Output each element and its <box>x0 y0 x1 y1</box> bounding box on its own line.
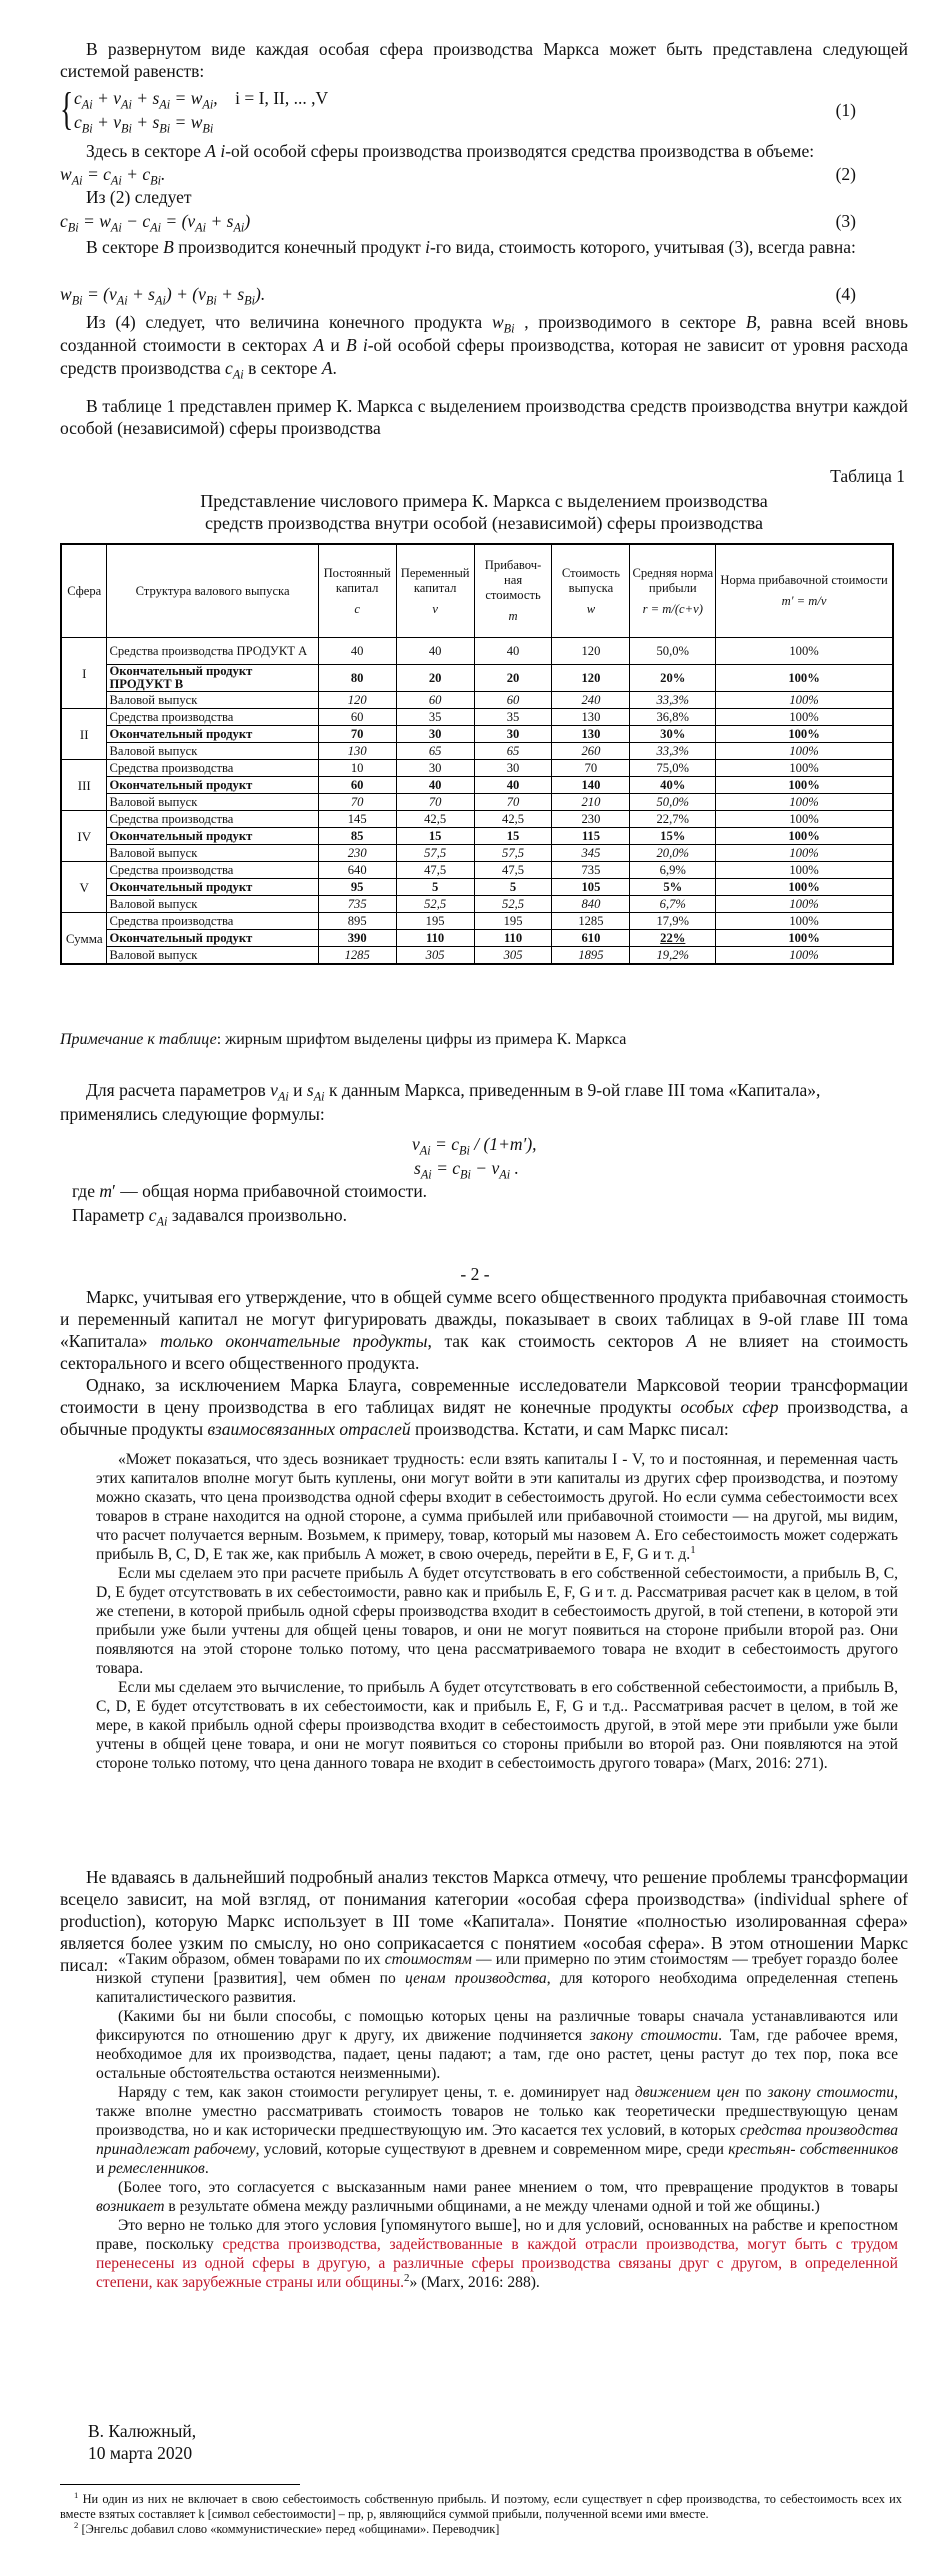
value-cell: 230 <box>552 811 630 828</box>
equation-2: $w_{Ai} = c_{Ai} + c_{Bi}$. (2) <box>60 164 856 188</box>
value-cell: 33,3% <box>630 743 716 760</box>
marx-example-table <box>60 543 894 965</box>
formula-vai: $v_{Ai} = c_{Bi} / (1+m')$, <box>412 1134 537 1158</box>
table-row <box>61 692 893 709</box>
value-cell: 100% <box>716 896 893 913</box>
value-cell: 20% <box>630 665 716 692</box>
header-variable-capital: Переменный капитал v <box>396 544 474 638</box>
value-cell: 610 <box>552 930 630 947</box>
value-cell: 120 <box>318 692 396 709</box>
value-cell: 115 <box>552 828 630 845</box>
quote1-paragraph-1: «Может показаться, что здесь возникает трудность: если взять капиталы I - V, то и постоянная, и переменная часть этих капиталов вполне могут быть куплены, они могут войти в эти капиталы из других сфер производства, и поэтому можно сказать, что цена производства одной сферы входит в себестоимость другой. Но если сумма себестоимости всех товаров в стране находится на одной стороне, а сумма прибылей или прибавочной стоимости — на другой, мы видим, что расчет получается верным. Возьмем, к примеру, товар, который мы назовем А. Его себестоимость может содержать прибыль B, C, D, E так же, как прибыль А может, в свою очередь, перейти в E, F, G и т. д.$^1$ <box>96 1451 898 1563</box>
quote1-paragraph-3: Если мы сделаем это вычисление, то прибыль А будет отсутствовать в его собственной себестоимости, а прибыль B, C, D, E будет отсутствовать в их себестоимости, как и прибыль E, F, G и т.д.. Рассматривая расчет в целом, в той же мере, в какой прибыль одной сферы производства входит в себестоимость другой, в этой мере эти прибыли уже были учтены в общей цене товара, и они не могут появиться со стороны прибыли во второй раз. Они появляются на этой стороне только потому, что цена данного товара не входит в себестоимость другого товара» (Marx, 2016: 271). <box>96 1679 898 1772</box>
value-cell: 70 <box>396 794 474 811</box>
row-label: Средства производства <box>107 862 318 879</box>
row-label: Окончательный продукт <box>107 879 318 896</box>
value-cell: 80 <box>318 665 396 692</box>
row-label: Валовой выпуск <box>107 947 318 965</box>
value-cell: 130 <box>552 709 630 726</box>
header-sphere: Сфера <box>61 544 107 638</box>
value-cell: 735 <box>318 896 396 913</box>
intro-paragraph-6: В таблице 1 представлен пример К. Маркса с выделением производства средств производства внутри каждой особой (независимой) сферы производства <box>60 396 908 438</box>
value-cell: 60 <box>474 692 552 709</box>
row-label: Окончательный продукт <box>107 777 318 794</box>
value-cell: 22% <box>630 930 716 947</box>
marx-quote-2 <box>96 1950 898 2292</box>
value-cell: 390 <box>318 930 396 947</box>
value-cell: 50,0% <box>630 638 716 665</box>
quote2-paragraph-5: Это верно не только для этого условия [упомянутого выше], но и для условий, основанных на рабстве и крепостном праве, поскольку средства производства, задействованные в каждой отрасли производства, могут быть с трудом перенесены из одной сферы в другую, а различные сферы производства связаны друг с другом, в определенной степени, как зарубежные страны или общины.$^2$» (Marx, 2016: 288). <box>96 2217 898 2291</box>
quote1-paragraph-2: Если мы сделаем это при расчете прибыль А будет отсутствовать в его собственной себестоимости, а прибыль B, C, D, E будет отсутствовать в их себестоимости, равно как и прибыль E, F, G и т. д. Рассматривая расчет как в целом, в той же степени, в которой прибыль одной сферы производства входит в себестоимость другой, в той степени, в которой эти прибыли уже были учтены для общей цены товаров, и они не могут появиться на стороне прибыли второй раз. Они появляются на этой стороне только потому, что цена рассматриваемого товара не входит в себестоимость другого товара. <box>96 1565 898 1677</box>
value-cell: 20,0% <box>630 845 716 862</box>
row-label: Окончательный продукт <box>107 828 318 845</box>
value-cell: 100% <box>716 777 893 794</box>
value-cell: 15 <box>396 828 474 845</box>
value-cell: 105 <box>552 879 630 896</box>
value-cell: 210 <box>552 794 630 811</box>
header-structure: Структура валового выпуска <box>107 544 318 638</box>
value-cell: 260 <box>552 743 630 760</box>
page-number: - 2 - <box>460 1264 490 1284</box>
value-cell: 100% <box>716 879 893 896</box>
value-cell: 42,5 <box>396 811 474 828</box>
value-cell: 110 <box>396 930 474 947</box>
value-cell: 6,9% <box>630 862 716 879</box>
value-cell: 10 <box>318 760 396 777</box>
row-label: Валовой выпуск <box>107 692 318 709</box>
intro-paragraph-5: Из (4) следует, что величина конечного продукта $w_{Bi}$ , производимого в секторе B, равна всей вновь созданной стоимости в секторах A и B i-ой особой сферы производства, которая не зависит от уровня расхода средств производства $c_{Ai}$ в секторе A. <box>60 312 908 382</box>
signature-name: В. Калюжный, <box>88 2421 197 2441</box>
table-row <box>61 913 893 930</box>
value-cell: 140 <box>552 777 630 794</box>
value-cell: 840 <box>552 896 630 913</box>
value-cell: 240 <box>552 692 630 709</box>
params-paragraph-1: Для расчета параметров $v_{Ai}$ и $s_{Ai}$ к данным Маркса, приведенным в 9-ой главе III тома «Капитала», применялись следующие формулы: <box>60 1080 821 1124</box>
value-cell: 5% <box>630 879 716 896</box>
value-cell: 30 <box>474 760 552 777</box>
intro-paragraph-2: Здесь в секторе A i-ой особой сферы производства производятся средства производства в объеме: <box>86 141 815 161</box>
table-caption-line-1: Представление числового примера К. Маркса с выделением производства <box>200 491 768 511</box>
quote2-paragraph-2: (Какими бы ни были способы, с помощью которых цены на различные товары сначала устанавливаются или фиксируются по отношению друг к другу, их движение подчиняется закону стоимости. Там, где рабочее время, необходимое для их производства, падает, цены падают; а там, где оно растет, цены растут до тех пор, пока все остальные обстоятельства остаются неизменными). <box>96 2008 898 2082</box>
value-cell: 20 <box>396 665 474 692</box>
value-cell: 42,5 <box>474 811 552 828</box>
value-cell: 75,0% <box>630 760 716 777</box>
value-cell: 100% <box>716 665 893 692</box>
header-surplus-value: Прибавоч-ная стоимость m <box>474 544 552 638</box>
value-cell: 95 <box>318 879 396 896</box>
value-cell: 40 <box>474 777 552 794</box>
intro-paragraph-4: В секторе B производится конечный продукт i-го вида, стоимость которого, учитывая (3), всегда равна: <box>86 237 856 257</box>
value-cell: 22,7% <box>630 811 716 828</box>
value-cell: 40% <box>630 777 716 794</box>
table-row <box>61 709 893 726</box>
header-profit-rate: Средняя норма прибыли r = m/(c+v) <box>630 544 716 638</box>
value-cell: 35 <box>474 709 552 726</box>
value-cell: 65 <box>396 743 474 760</box>
sphere-cell: II <box>61 709 107 760</box>
table-number-label: Таблица 1 <box>830 466 905 486</box>
value-cell: 345 <box>552 845 630 862</box>
row-label: Средства производства <box>107 709 318 726</box>
brace-glyph: { <box>60 83 74 134</box>
body-paragraph-2: Однако, за исключением Марка Блауга, современные исследователи Марксовой теории трансформации стоимости в цену производства в его таблицах видят не конечные продукты особых сфер производства, а обычные продукты взаимосвязанных отраслей производства. Кстати, и сам Маркс писал: <box>60 1375 908 1439</box>
value-cell: 52,5 <box>474 896 552 913</box>
value-cell: 735 <box>552 862 630 879</box>
table-row <box>61 896 893 913</box>
params-paragraph-2: где m′ — общая норма прибавочной стоимости. <box>72 1181 428 1201</box>
value-cell: 100% <box>716 845 893 862</box>
value-cell: 30 <box>474 726 552 743</box>
header-constant-capital: Постоянный капитал c <box>318 544 396 638</box>
params-paragraph-3: Параметр $c_{Ai}$ задавался произвольно. <box>72 1205 348 1229</box>
row-label: Окончательный продукт ПРОДУКТ В <box>107 665 318 692</box>
table-row <box>61 811 893 828</box>
value-cell: 60 <box>318 777 396 794</box>
quote2-highlight: средства производства, задействованные в каждой отрасли производства, могут быть с трудом перенесены из одной сферы в другую, а различные сферы производства связаны друг с другом, в определенной степени, как зарубежные страны или общины. <box>96 2236 898 2291</box>
value-cell: 40 <box>318 638 396 665</box>
value-cell: 130 <box>318 743 396 760</box>
value-cell: 40 <box>396 777 474 794</box>
row-label: Окончательный продукт <box>107 930 318 947</box>
value-cell: 100% <box>716 913 893 930</box>
row-label: Окончательный продукт <box>107 726 318 743</box>
value-cell: 100% <box>716 930 893 947</box>
value-cell: 30% <box>630 726 716 743</box>
table-row <box>61 862 893 879</box>
table-header-row <box>61 544 893 638</box>
table-row <box>61 879 893 896</box>
value-cell: 1285 <box>552 913 630 930</box>
value-cell: 195 <box>474 913 552 930</box>
value-cell: 120 <box>552 638 630 665</box>
value-cell: 895 <box>318 913 396 930</box>
value-cell: 640 <box>318 862 396 879</box>
value-cell: 52,5 <box>396 896 474 913</box>
table-row <box>61 760 893 777</box>
value-cell: 47,5 <box>474 862 552 879</box>
value-cell: 110 <box>474 930 552 947</box>
value-cell: 1895 <box>552 947 630 965</box>
value-cell: 40 <box>396 638 474 665</box>
value-cell: 145 <box>318 811 396 828</box>
row-label: Средства производства <box>107 760 318 777</box>
value-cell: 30 <box>396 760 474 777</box>
value-cell: 70 <box>318 794 396 811</box>
value-cell: 15% <box>630 828 716 845</box>
value-cell: 19,2% <box>630 947 716 965</box>
signature <box>88 2420 196 2464</box>
sphere-cell: IV <box>61 811 107 862</box>
row-label: Средства производства <box>107 811 318 828</box>
value-cell: 100% <box>716 638 893 665</box>
table-row <box>61 638 893 665</box>
row-label: Валовой выпуск <box>107 743 318 760</box>
value-cell: 36,8% <box>630 709 716 726</box>
header-surplus-rate: Норма прибавочной стоимости m' = m/v <box>716 544 893 638</box>
value-cell: 20 <box>474 665 552 692</box>
value-cell: 30 <box>396 726 474 743</box>
value-cell: 47,5 <box>396 862 474 879</box>
system-row-1: $c_{Ai} + v_{Ai} + s_{Ai} = w_{Ai}$, i = I, II, ... ,V <box>74 88 329 112</box>
sphere-cell: III <box>61 760 107 811</box>
footnotes <box>60 2489 902 2537</box>
value-cell: 130 <box>552 726 630 743</box>
value-cell: 60 <box>318 709 396 726</box>
footnote-2: $^2$ [Энгельс добавил слово «коммунистические» перед «общинами». Переводчик] <box>74 2519 500 2536</box>
value-cell: 100% <box>716 811 893 828</box>
footnote-1: $^1$ Ни один из них не включает в свою себестоимость собственную прибыль. И поэтому, если существует n сфер производства, то себестоимость всех их вместе взятых составляет k [символ себестоимости] – пр, p, являющийся суммой прибыли, полученной всеми ими вместе. <box>60 2489 902 2521</box>
signature-date: 10 марта 2020 <box>88 2443 193 2463</box>
sphere-cell: Сумма <box>61 913 107 965</box>
body-paragraph-3: Не вдаваясь в дальнейший подробный анализ текстов Маркса отмечу, что решение проблемы трансформации всецело зависит, на мой взгляд, от понимания категории «особая сфера производства» (individual sphere of production), которую Маркс использует в III томе «Капитала». Понятие «полностью изолированная сфера» является более узким по смыслу, но оно соприкасается с понятием «особая сфера». В этом отношении Маркс писал: <box>60 1867 908 1975</box>
table-row <box>61 743 893 760</box>
table-caption-line-2: средств производства внутри особой (независимой) сферы производства <box>205 513 763 533</box>
value-cell: 40 <box>474 638 552 665</box>
equation-system-1 <box>60 83 908 136</box>
value-cell: 100% <box>716 794 893 811</box>
equation-number-4: (4) <box>835 284 856 304</box>
table-row <box>61 845 893 862</box>
value-cell: 60 <box>396 692 474 709</box>
sphere-cell: V <box>61 862 107 913</box>
value-cell: 5 <box>396 879 474 896</box>
value-cell: 120 <box>552 665 630 692</box>
value-cell: 6,7% <box>630 896 716 913</box>
value-cell: 33,3% <box>630 692 716 709</box>
intro-paragraph-3: Из (2) следует <box>86 187 192 207</box>
table-note <box>60 1030 626 1050</box>
intro-paragraph-1: В развернутом виде каждая особая сфера производства Маркса может быть представлена следующей системой равенств: <box>60 39 908 81</box>
value-cell: 100% <box>716 743 893 760</box>
table-row <box>61 828 893 845</box>
value-cell: 35 <box>396 709 474 726</box>
equation-4: $w_{Bi} = (v_{Ai} + s_{Ai}) + (v_{Bi} + s_{Bi})$. (4) <box>60 284 856 308</box>
value-cell: 100% <box>716 709 893 726</box>
value-cell: 5 <box>474 879 552 896</box>
header-output-value: Стоимость выпуска w <box>552 544 630 638</box>
row-label: Валовой выпуск <box>107 794 318 811</box>
formula-sai: $s_{Ai} = c_{Bi} - v_{Ai}$ . <box>414 1158 519 1182</box>
table-body <box>61 638 893 965</box>
value-cell: 15 <box>474 828 552 845</box>
value-cell: 100% <box>716 862 893 879</box>
equation-number-1: (1) <box>835 100 856 120</box>
value-cell: 1285 <box>318 947 396 965</box>
value-cell: 100% <box>716 947 893 965</box>
value-cell: 305 <box>396 947 474 965</box>
system-row-2: $c_{Bi} + v_{Bi} + s_{Bi} = w_{Bi}$ <box>74 112 214 136</box>
value-cell: 17,9% <box>630 913 716 930</box>
value-cell: 305 <box>474 947 552 965</box>
table-row <box>61 777 893 794</box>
row-label: Средства производства ПРОДУКТ А <box>107 638 318 665</box>
table-row <box>61 726 893 743</box>
sphere-cell: I <box>61 638 107 709</box>
equation-number-3: (3) <box>835 211 856 231</box>
value-cell: 100% <box>716 726 893 743</box>
equation-number-2: (2) <box>835 164 856 184</box>
quote2-paragraph-3: Наряду с тем, как закон стоимости регулирует цены, т. е. доминирует над движением цен по закону стоимости, также вполне уместно рассматривать стоимость товаров не только как теоретически предшествующую ценам производства, но и как исторически предшествующую им. Это касается тех условий, в которых средства производства принадлежат рабочему, условий, которые существуют в древнем и современном мире, среди крестьян- собственников и ремесленников. <box>96 2084 898 2177</box>
body-paragraph-1: Маркс, учитывая его утверждение, что в общей сумме всего общественного продукта прибавочная стоимость и переменный капитал не могут фигурировать дважды, показывает в своих таблицах в 9-ой главе III тома «Капитала» только окончательные продукты, так как стоимость секторов A не влияет на стоимость секторального и всего общественного продукта. <box>60 1287 908 1373</box>
value-cell: 50,0% <box>630 794 716 811</box>
value-cell: 195 <box>396 913 474 930</box>
value-cell: 65 <box>474 743 552 760</box>
quote2-paragraph-1: «Таким образом, обмен товарами по их стоимостям — или примерно по этим стоимостям — требует гораздо более низкой ступени [развития], чем обмен по ценам производства, для которого необходима определенная степень капиталистического развития. <box>96 1951 898 2006</box>
table-row <box>61 665 893 692</box>
table-note-text: : жирным шрифтом выделены цифры из примера К. Маркса <box>216 1031 627 1048</box>
row-label: Средства производства <box>107 913 318 930</box>
table-row <box>61 947 893 965</box>
value-cell: 70 <box>552 760 630 777</box>
equation-3: $c_{Bi} = w_{Ai} - c_{Ai} = (v_{Ai} + s_{Ai})$ (3) <box>60 211 856 235</box>
value-cell: 230 <box>318 845 396 862</box>
value-cell: 100% <box>716 828 893 845</box>
table-row <box>61 930 893 947</box>
value-cell: 70 <box>318 726 396 743</box>
table-row <box>61 794 893 811</box>
footnote-rule <box>60 2484 300 2485</box>
value-cell: 57,5 <box>474 845 552 862</box>
value-cell: 100% <box>716 760 893 777</box>
value-cell: 57,5 <box>396 845 474 862</box>
row-label: Валовой выпуск <box>107 845 318 862</box>
marx-quote-1 <box>96 1450 898 1773</box>
value-cell: 70 <box>474 794 552 811</box>
table-note-lead: Примечание к таблице <box>60 1031 217 1048</box>
value-cell: 100% <box>716 692 893 709</box>
row-label: Валовой выпуск <box>107 896 318 913</box>
quote2-paragraph-4: (Более того, это согласуется с высказанным нами ранее мнением о том, что превращение продуктов в товары возникает в результате обмена между различными общинами, а не между членами одной и той же общины.) <box>96 2179 898 2215</box>
value-cell: 85 <box>318 828 396 845</box>
